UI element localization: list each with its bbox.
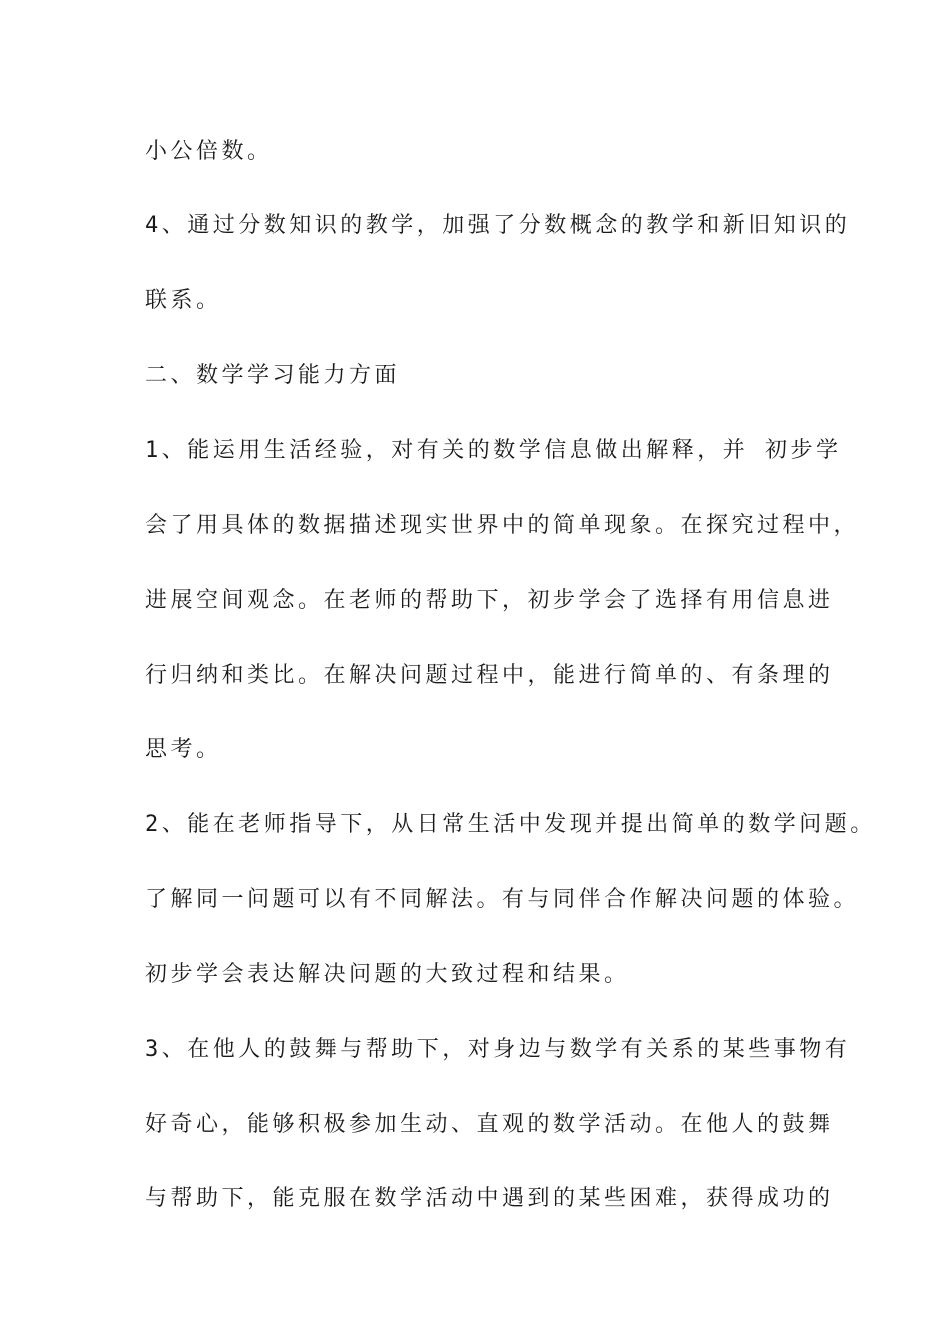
text-line: 了解同一问题可以有不同解法。有与同伴合作解决问题的体验。 bbox=[145, 887, 860, 912]
text-line: 思考。 bbox=[145, 737, 222, 762]
text-line: 小公倍数。 bbox=[145, 139, 273, 164]
text-line: 与帮助下，能克服在数学活动中遇到的某些困难，获得成功的 bbox=[145, 1186, 834, 1211]
text-line: 4、通过分数知识的教学，加强了分数概念的教学和新旧知识的 bbox=[145, 213, 851, 238]
text-line: 行归纳和类比。在解决问题过程中，能进行简单的、有条理的 bbox=[145, 663, 834, 688]
text-line: 联系。 bbox=[145, 288, 222, 313]
text-line: 初步学会表达解决问题的大致过程和结果。 bbox=[145, 962, 630, 987]
text-line: 会了用具体的数据描述现实世界中的简单现象。在探究过程中， bbox=[145, 513, 860, 538]
section-heading: 二、数学学习能力方面 bbox=[145, 363, 401, 388]
text-line: 进展空间观念。在老师的帮助下，初步学会了选择有用信息进 bbox=[145, 588, 834, 613]
text-line: 1、能运用生活经验，对有关的数学信息做出解释，并 初步学 bbox=[145, 438, 842, 463]
text-line: 3、在他人的鼓舞与帮助下，对身边与数学有关系的某些事物有 bbox=[145, 1037, 851, 1062]
text-line: 好奇心，能够积极参加生动、直观的数学活动。在他人的鼓舞 bbox=[145, 1112, 834, 1137]
text-line: 2、能在老师指导下，从日常生活中发现并提出简单的数学问题。 bbox=[145, 812, 876, 837]
